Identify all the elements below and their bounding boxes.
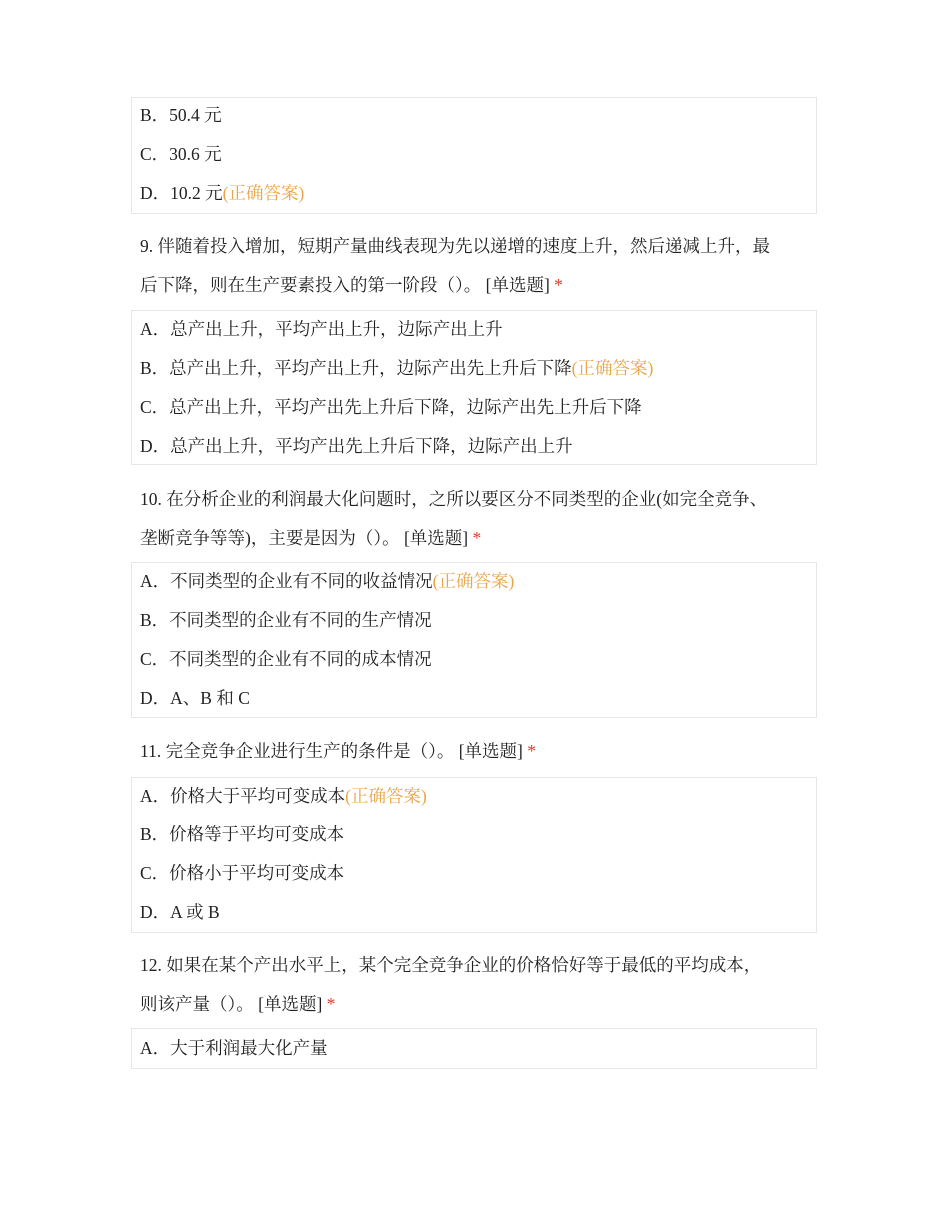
correct-answer-tag: (正确答案)	[571, 358, 654, 378]
q10-option-c[interactable]	[140, 647, 432, 671]
option-label: D．总产出上升，平均产出先上升后下降，边际产出上升	[140, 436, 573, 456]
option-label: C．不同类型的企业有不同的成本情况	[140, 649, 432, 669]
option-label: A．总产出上升，平均产出上升，边际产出上升	[140, 319, 503, 339]
q8-option-d[interactable]	[140, 181, 304, 205]
option-label: B．总产出上升，平均产出上升，边际产出先上升后下降	[140, 358, 572, 378]
q12-title-line-1: 12. 如果在某个产出水平上，某个完全竞争企业的价格恰好等于最低的平均成本，	[140, 955, 762, 975]
q8-option-c[interactable]	[140, 142, 222, 166]
q11-option-c[interactable]	[140, 861, 344, 885]
option-label: C．总产出上升，平均产出先上升后下降，边际产出先上升后下降	[140, 397, 642, 417]
q10-title-line-1: 10. 在分析企业的利润最大化问题时，之所以要区分不同类型的企业(如完全竞争、	[140, 489, 768, 509]
option-label: B．价格等于平均可变成本	[140, 824, 345, 844]
correct-answer-tag: (正确答案)	[345, 786, 427, 806]
option-label: B．不同类型的企业有不同的生产情况	[140, 610, 432, 630]
required-mark: *	[527, 741, 537, 761]
option-label: A．不同类型的企业有不同的收益情况	[140, 571, 433, 591]
q9-option-a[interactable]	[140, 317, 503, 341]
option-label: A．价格大于平均可变成本	[140, 786, 346, 806]
question-type-label: [单选题]	[485, 275, 550, 295]
q9-option-c[interactable]	[140, 395, 642, 419]
required-mark: *	[472, 528, 482, 548]
q12-title-line-2: 则该产量（）。 [单选题] *	[140, 994, 336, 1014]
question-type-label: [单选题]	[258, 994, 323, 1014]
q11-title-line-1: 11. 完全竞争企业进行生产的条件是（）。 [单选题] *	[140, 741, 537, 761]
q11-option-d[interactable]	[140, 900, 220, 924]
question-type-label: [单选题]	[403, 528, 469, 548]
q9-option-d[interactable]	[140, 434, 573, 458]
q9-title-line-2: 后下降，则在生产要素投入的第一阶段（）。 [单选题] *	[140, 275, 563, 295]
option-label: D．A、B 和 C	[140, 688, 250, 708]
question-type-label: [单选题]	[458, 741, 523, 761]
option-label: D．10.2 元	[140, 183, 223, 203]
correct-answer-tag: (正确答案)	[222, 183, 305, 203]
q11-option-a[interactable]	[140, 784, 427, 808]
q9-title-line-1: 9. 伴随着投入增加，短期产量曲线表现为先以递增的速度上升，然后递减上升，最	[140, 236, 770, 256]
q10-option-a[interactable]	[140, 569, 514, 593]
q12-option-a[interactable]	[140, 1036, 328, 1060]
option-label: C．30.6 元	[140, 144, 222, 164]
correct-answer-tag: (正确答案)	[432, 571, 515, 591]
q10-option-d[interactable]	[140, 686, 250, 710]
q9-option-b[interactable]	[140, 356, 653, 380]
required-mark: *	[554, 275, 563, 295]
option-label: D．A 或 B	[140, 902, 220, 922]
q10-option-b[interactable]	[140, 608, 432, 632]
option-label: C．价格小于平均可变成本	[140, 863, 345, 883]
required-mark: *	[326, 994, 336, 1014]
q11-option-b[interactable]	[140, 822, 344, 846]
q10-title-line-2: 垄断竞争等等)，主要是因为（）。 [单选题] *	[140, 528, 482, 548]
option-label: B．50.4 元	[140, 105, 222, 125]
option-label: A．大于利润最大化产量	[140, 1038, 328, 1058]
q8-option-b[interactable]	[140, 103, 222, 127]
